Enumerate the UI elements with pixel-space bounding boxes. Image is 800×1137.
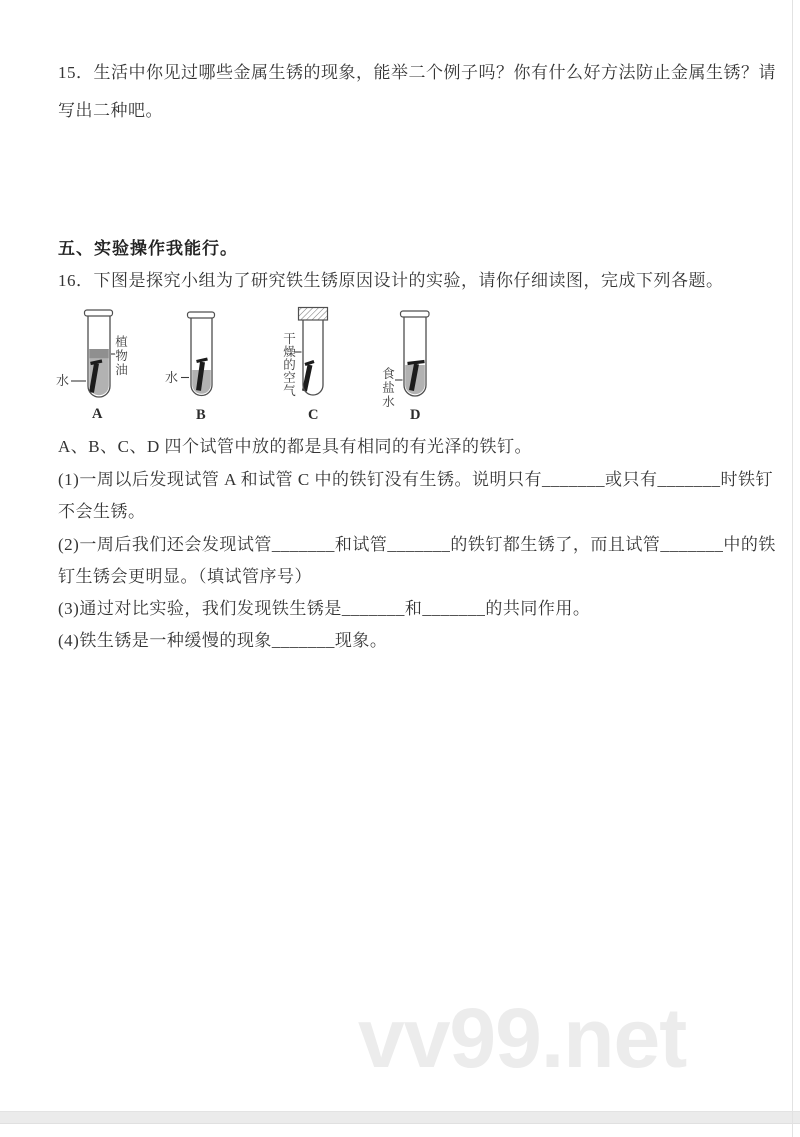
question-16-2-line1: (2)一周后我们还会发现试管_______和试管_______的铁钉都生锈了，而且试管_______中的铁 — [58, 535, 776, 554]
question-16-1-line2: 不会生锈。 — [58, 502, 146, 521]
tube-lip — [401, 311, 430, 317]
tube-lip — [188, 312, 215, 318]
question-15-line1: 15．生活中你见过哪些金属生锈的现象，能举二个例子吗？你有什么好方法防止金属生锈？请 — [58, 63, 776, 82]
test-tube-c — [295, 308, 328, 396]
tube-lip — [85, 310, 113, 316]
iron-nail — [305, 365, 311, 391]
tube-b-water-label: 水 — [165, 370, 179, 385]
question-16-2-line2: 钉生锈会更明显。（填试管序号） — [58, 567, 312, 586]
iron-nail-head — [408, 362, 425, 364]
tube-a-oil-label: 植物油 — [115, 335, 128, 377]
tube-d-letter: D — [410, 407, 421, 423]
oil-layer — [89, 349, 109, 358]
tube-c-air-label: 干燥的空气 — [283, 332, 296, 398]
page-right-border — [792, 0, 793, 1137]
experiment-diagram — [55, 305, 450, 427]
page-separator — [0, 1111, 800, 1124]
question-16-4: (4)铁生锈是一种缓慢的现象_______现象。 — [58, 631, 388, 650]
question-16-intro: 16．下图是探究小组为了研究铁生锈原因设计的实验，请你仔细读图，完成下列各题。 — [58, 271, 724, 290]
site-watermark: vv99.net — [358, 991, 687, 1085]
tube-b-letter: B — [196, 407, 206, 423]
iron-nail-head — [305, 362, 314, 365]
question-16-3: (3)通过对比实验，我们发现铁生锈是_______和_______的共同作用。 — [58, 599, 591, 618]
rubber-stopper — [299, 308, 328, 321]
question-16-1-line1: (1)一周以后发现试管 A 和试管 C 中的铁钉没有生锈。说明只有_______或只有_______时铁钉 — [58, 470, 773, 489]
tubes-statement: A、B、C、D 四个试管中放的都是具有相同的有光泽的铁钉。 — [58, 437, 532, 456]
test-tube-a — [71, 310, 115, 397]
section-5-heading: 五、实验操作我能行。 — [58, 239, 238, 258]
iron-nail-head — [197, 359, 208, 362]
tube-a-water-label: 水 — [56, 373, 70, 388]
tube-c-letter: C — [308, 407, 319, 423]
question-15-line2: 写出二种吧。 — [58, 101, 163, 120]
tube-d-saltwater-label: 食盐水 — [382, 367, 395, 409]
test-tube-b — [181, 312, 215, 396]
tube-a-letter: A — [92, 406, 103, 422]
next-page-top — [0, 1124, 800, 1137]
test-tube-d — [395, 311, 429, 396]
